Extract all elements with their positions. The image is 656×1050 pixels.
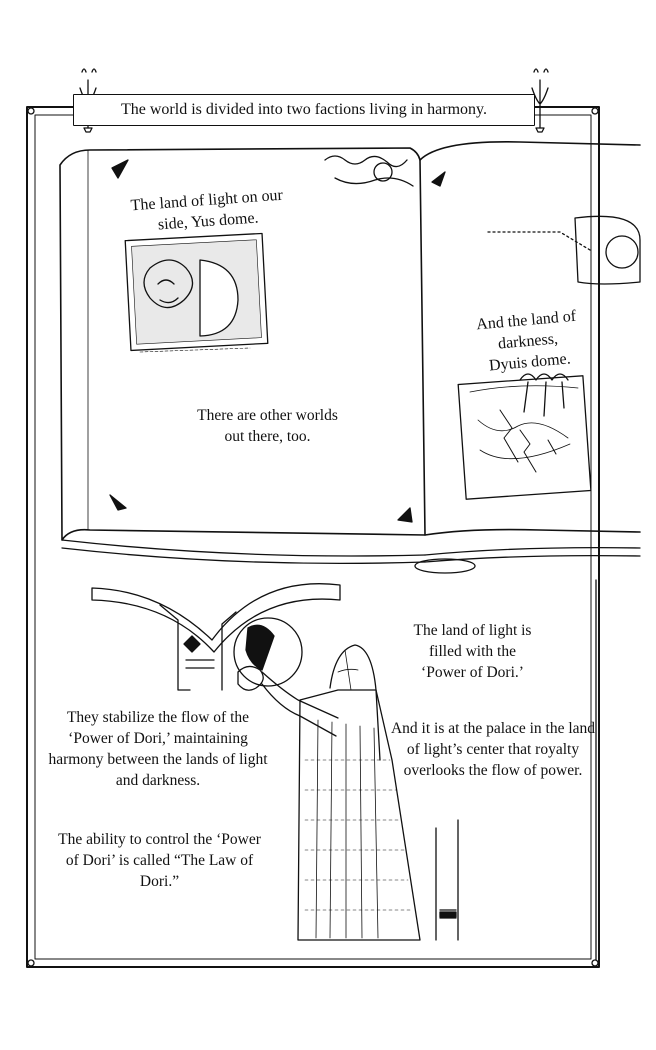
caption-power-of-dori: The land of light is filled with the ‘Power of Dori.’ [413, 622, 532, 681]
caption-palace: And it is at the palace in the land of light’s center that royalty overlooks the flow of power. [390, 720, 596, 779]
banner-caption: The world is divided into two factions living in harmony. [74, 95, 534, 125]
caption-other-worlds: There are other worlds out there, too. [197, 407, 338, 445]
caption-law-of-dori: The ability to control the ‘Power of Dori’ is called “The Law of Dori.” [58, 831, 261, 890]
caption-land-of-light: The land of light on our side, Yus dome. [130, 186, 284, 234]
caption-land-of-darkness: And the land of darkness, Dyuis dome. [475, 307, 577, 375]
caption-stabilize: They stabilize the flow of the ‘Power of Dori,’ maintaining harmony between the lands of light and darkness. [48, 709, 268, 789]
